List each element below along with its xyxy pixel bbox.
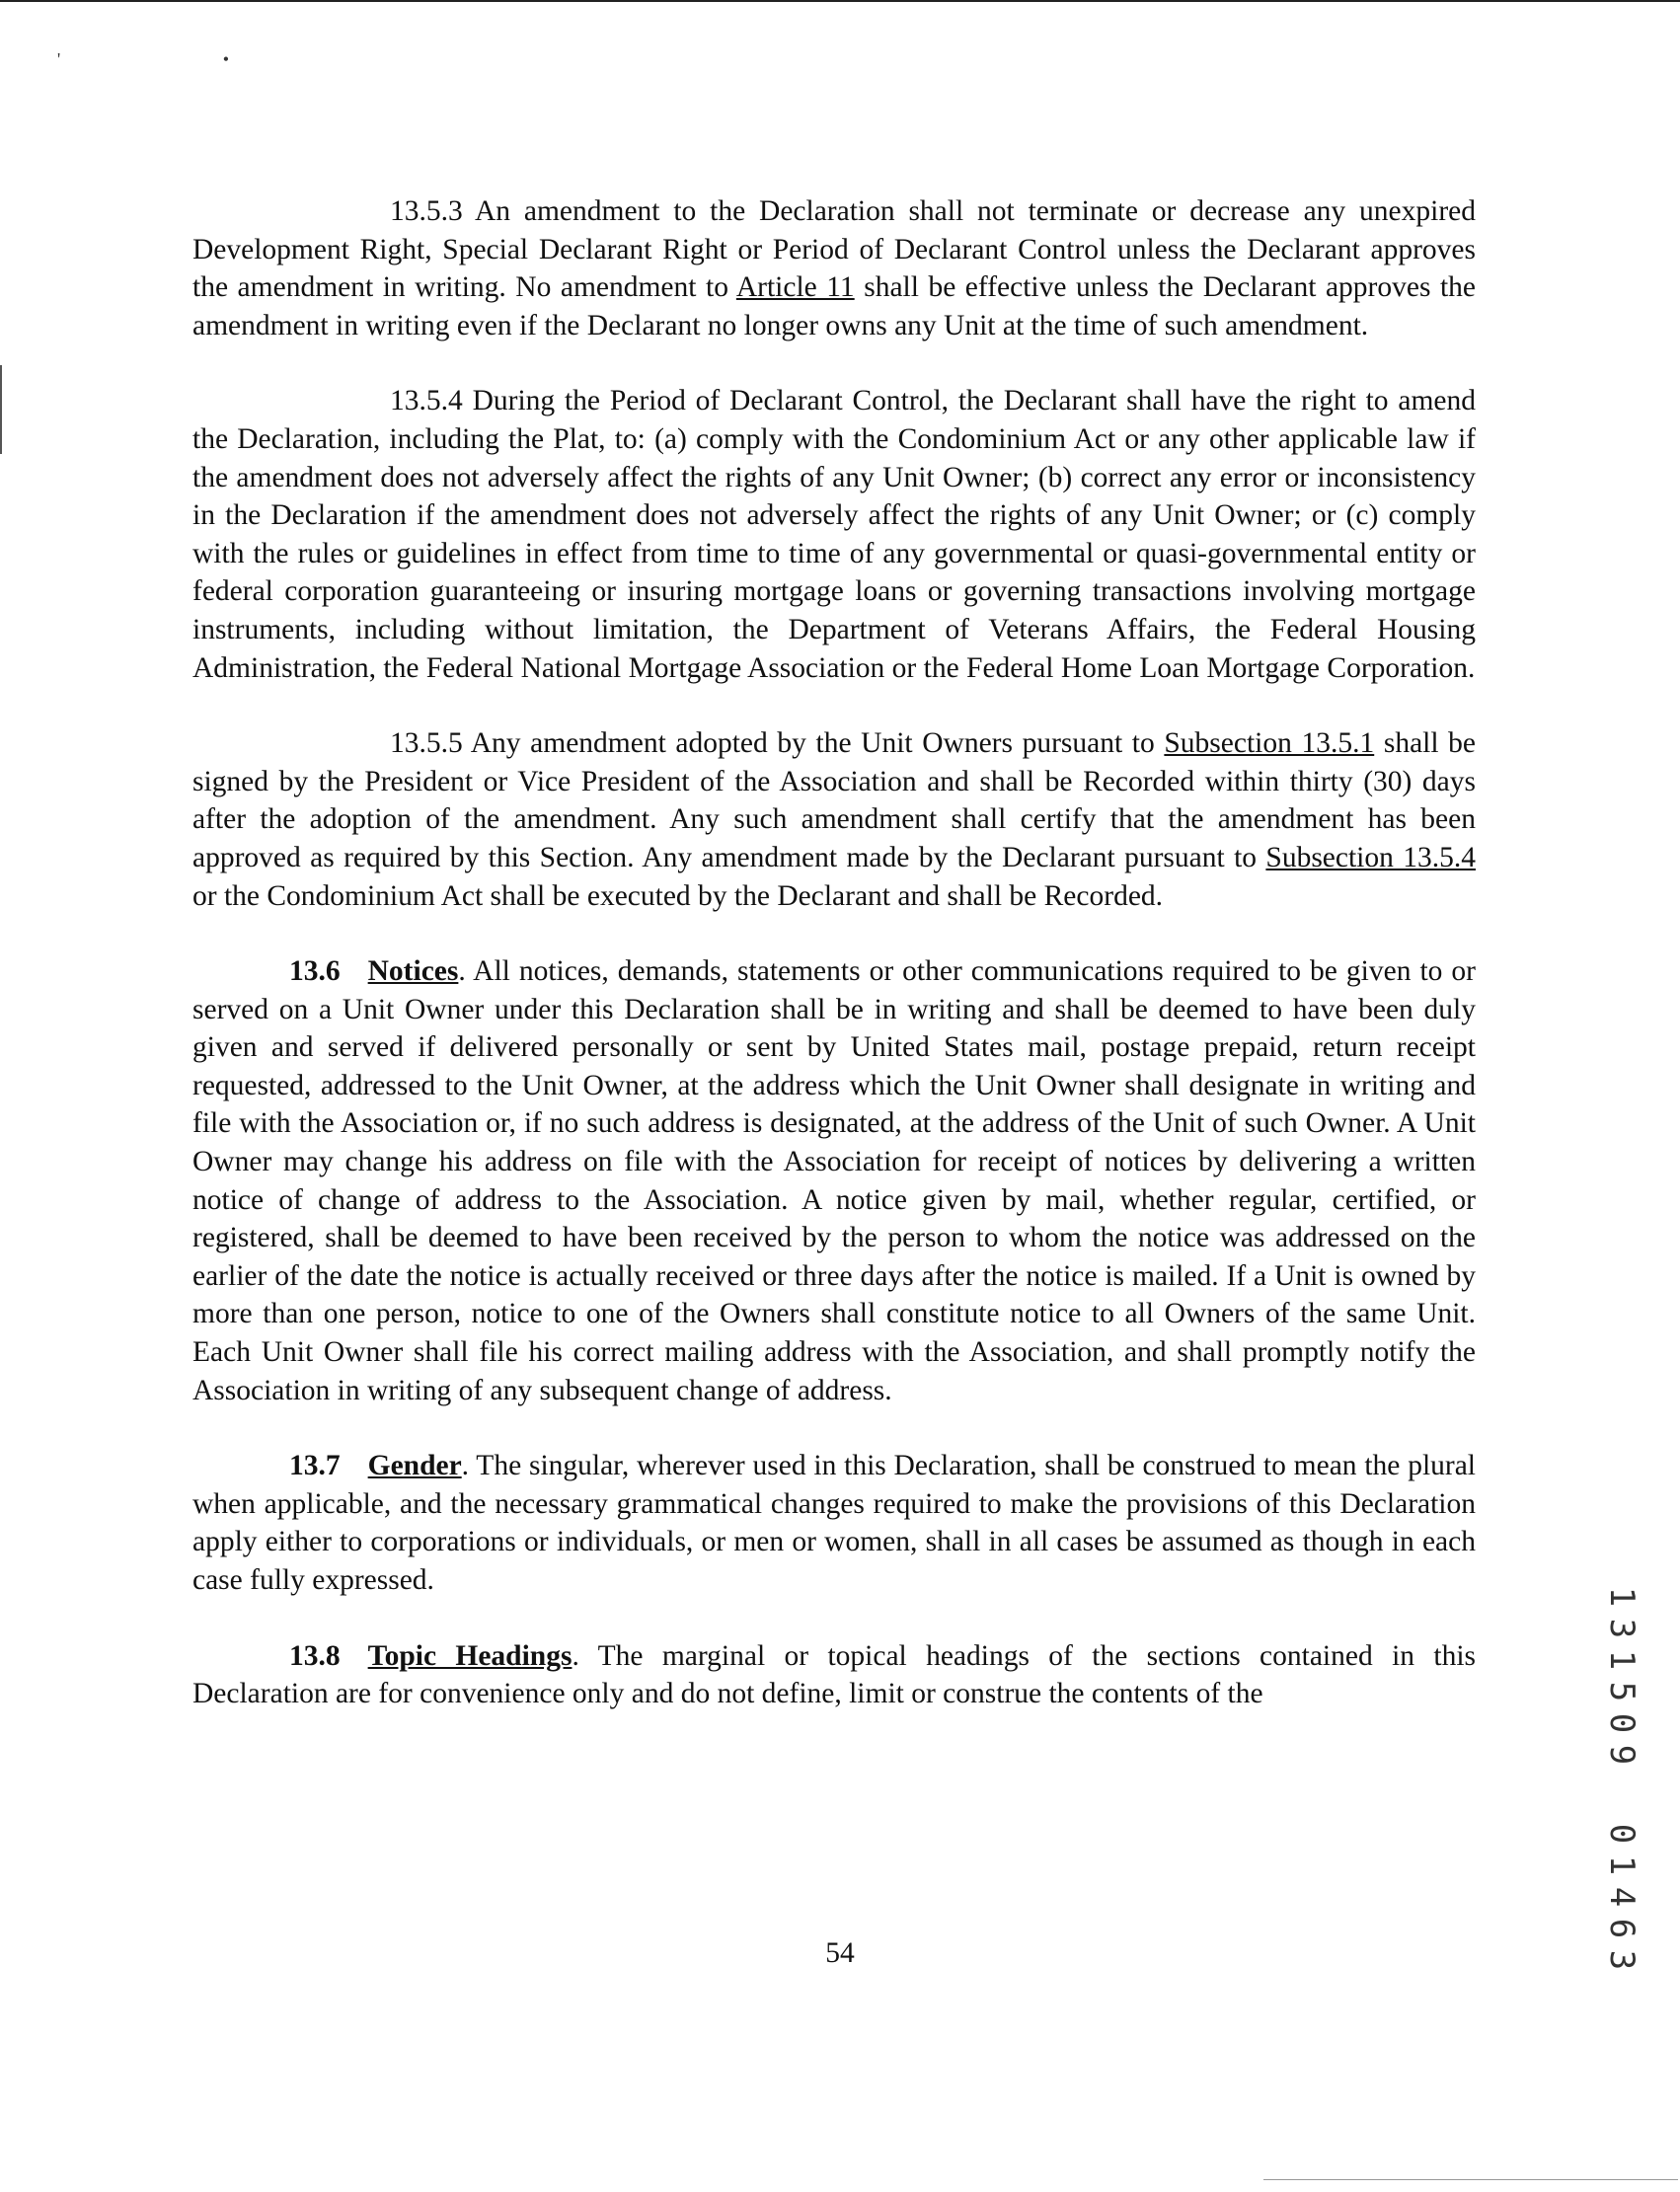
section-title: Notices: [367, 955, 459, 988]
paragraph-text: 13.5.5 Any amendment adopted by the Unit Owners pursuant to: [390, 727, 1165, 760]
section-text: . The singular, wherever used in this Declaration, shall be construed to mean the plural when applicable, and the necessary grammatical changes required to make the provisions of this Declaration apply either to corporations or individuals, or men or women, shall in all cases be assumed as though in each case fully expressed.: [192, 1450, 1476, 1596]
article-11-reference: Article 11: [735, 271, 855, 304]
stamp-digit: 0: [1602, 1712, 1642, 1734]
section-number: 13.7: [289, 1450, 341, 1482]
bottom-scan-border: [1263, 2179, 1678, 2180]
paragraph-text: 13.5.3 An amendment to the Declaration shall not terminate or decrease any unexpired Development Right, Special Declarant Right or Period of Declarant Control unless the Declarant approves the amendment in writing. No amendment to: [192, 195, 1476, 304]
stamp-digit: 6: [1602, 1918, 1642, 1939]
section-text: . All notices, demands, statements or other communications required to be given to or served on a Unit Owner under this Declaration shall be in writing and shall be deemed to have been duly given and served if delivered personally or sent by United States mail, postage prepaid, return receipt requested, addressed to the Unit Owner, at the address which the Unit Owner shall designate in writing and file with the Association or, if no such address is designated, at the address of the Unit of such Owner. A Unit Owner may change his address on file with the Association for receipt of notices by delivering a written notice of change of address to the Association. A notice given by mail, whether regular, certified, or registered, shall be deemed to have been received by the person to whom the notice was addressed on the earlier of the date the notice is actually received or three days after the notice is mailed. If a Unit is owned by more than one person, notice to one of the Owners shall constitute notice to all Owners of the same Unit. Each Unit Owner shall file his correct mailing address with the Association, and shall promptly notify the Association in writing of any subsequent change of address.: [192, 955, 1476, 1406]
document-body: [192, 192, 1476, 1751]
section-13-7-gender: [192, 1447, 1476, 1599]
section-13-6-notices: [192, 952, 1476, 1409]
stamp-digit: 5: [1602, 1681, 1642, 1702]
subsection-13-5-4-reference: Subsection 13.5.4: [1265, 841, 1477, 873]
stamp-digit: 4: [1602, 1886, 1642, 1908]
paragraph-text: 13.5.4 During the Period of Declarant Control, the Declarant shall have the right to amend the Declaration, including the Plat, to: (a) comply with the Condominium Act or any other applicable law if the amendment does not adversely affect the rights of any Unit Owner; (b) correct any error or inconsistency in the Declaration if the amendment does not adversely affect the rights of any Unit Owner; or (c) comply with the rules or guidelines in effect from time to time of any governmental or quasi-governmental entity or federal corporation guaranteeing or insuring mortgage loans or governing transactions involving mortgage instruments, including without limitation, the Department of Veterans Affairs, the Federal Housing Administration, the Federal National Mortgage Association or the Federal Home Loan Mortgage Corporation.: [192, 385, 1476, 684]
paragraph-13-5-5: [192, 724, 1476, 915]
left-scan-edge: [0, 365, 2, 454]
stamp-digit: 9: [1602, 1744, 1642, 1766]
page-number: 54: [825, 1937, 855, 1969]
section-number: 13.6: [289, 955, 341, 988]
stamp-digit: 3: [1602, 1949, 1642, 1971]
stamp-digit: 3: [1602, 1618, 1642, 1639]
section-title: Topic Headings: [367, 1639, 573, 1672]
stamp-digit: 1: [1602, 1649, 1642, 1671]
paragraph-text: or the Condominium Act shall be executed by the Declarant and shall be Recorded.: [192, 879, 1164, 912]
paragraph-13-5-4: [192, 382, 1476, 687]
section-13-8-topic-headings: [192, 1637, 1476, 1713]
section-number: 13.8: [289, 1639, 341, 1672]
top-scan-border: [0, 0, 1680, 2]
paragraph-13-5-3: [192, 192, 1476, 344]
paragraph-text: shall be signed by the President or Vice President of the Association and shall be Recorded within thirty (30) days after the adoption of the amendment. Any such amendment shall certify that the amendment has been approved as required by this Section. Any amendment made by the Declarant pursuant to: [192, 727, 1477, 873]
section-title: Gender: [367, 1450, 462, 1482]
section-text: . The marginal or topical headings of the sections contained in this Declaration are for convenience only and do not define, limit or construe the contents of the: [192, 1639, 1476, 1710]
stamp-digit: 1: [1602, 1854, 1642, 1876]
paragraph-text: shall be effective unless the Declarant approves the amendment in writing even if the Declarant no longer owns any Unit at the time of such amendment.: [192, 271, 1477, 341]
stamp-group-1: [1597, 1581, 1646, 1771]
subsection-13-5-1-reference: Subsection 13.5.1: [1164, 727, 1375, 760]
scan-marks: ' •: [57, 49, 309, 69]
stamp-digit: 1: [1602, 1586, 1642, 1608]
stamp-digit: 0: [1602, 1823, 1642, 1845]
